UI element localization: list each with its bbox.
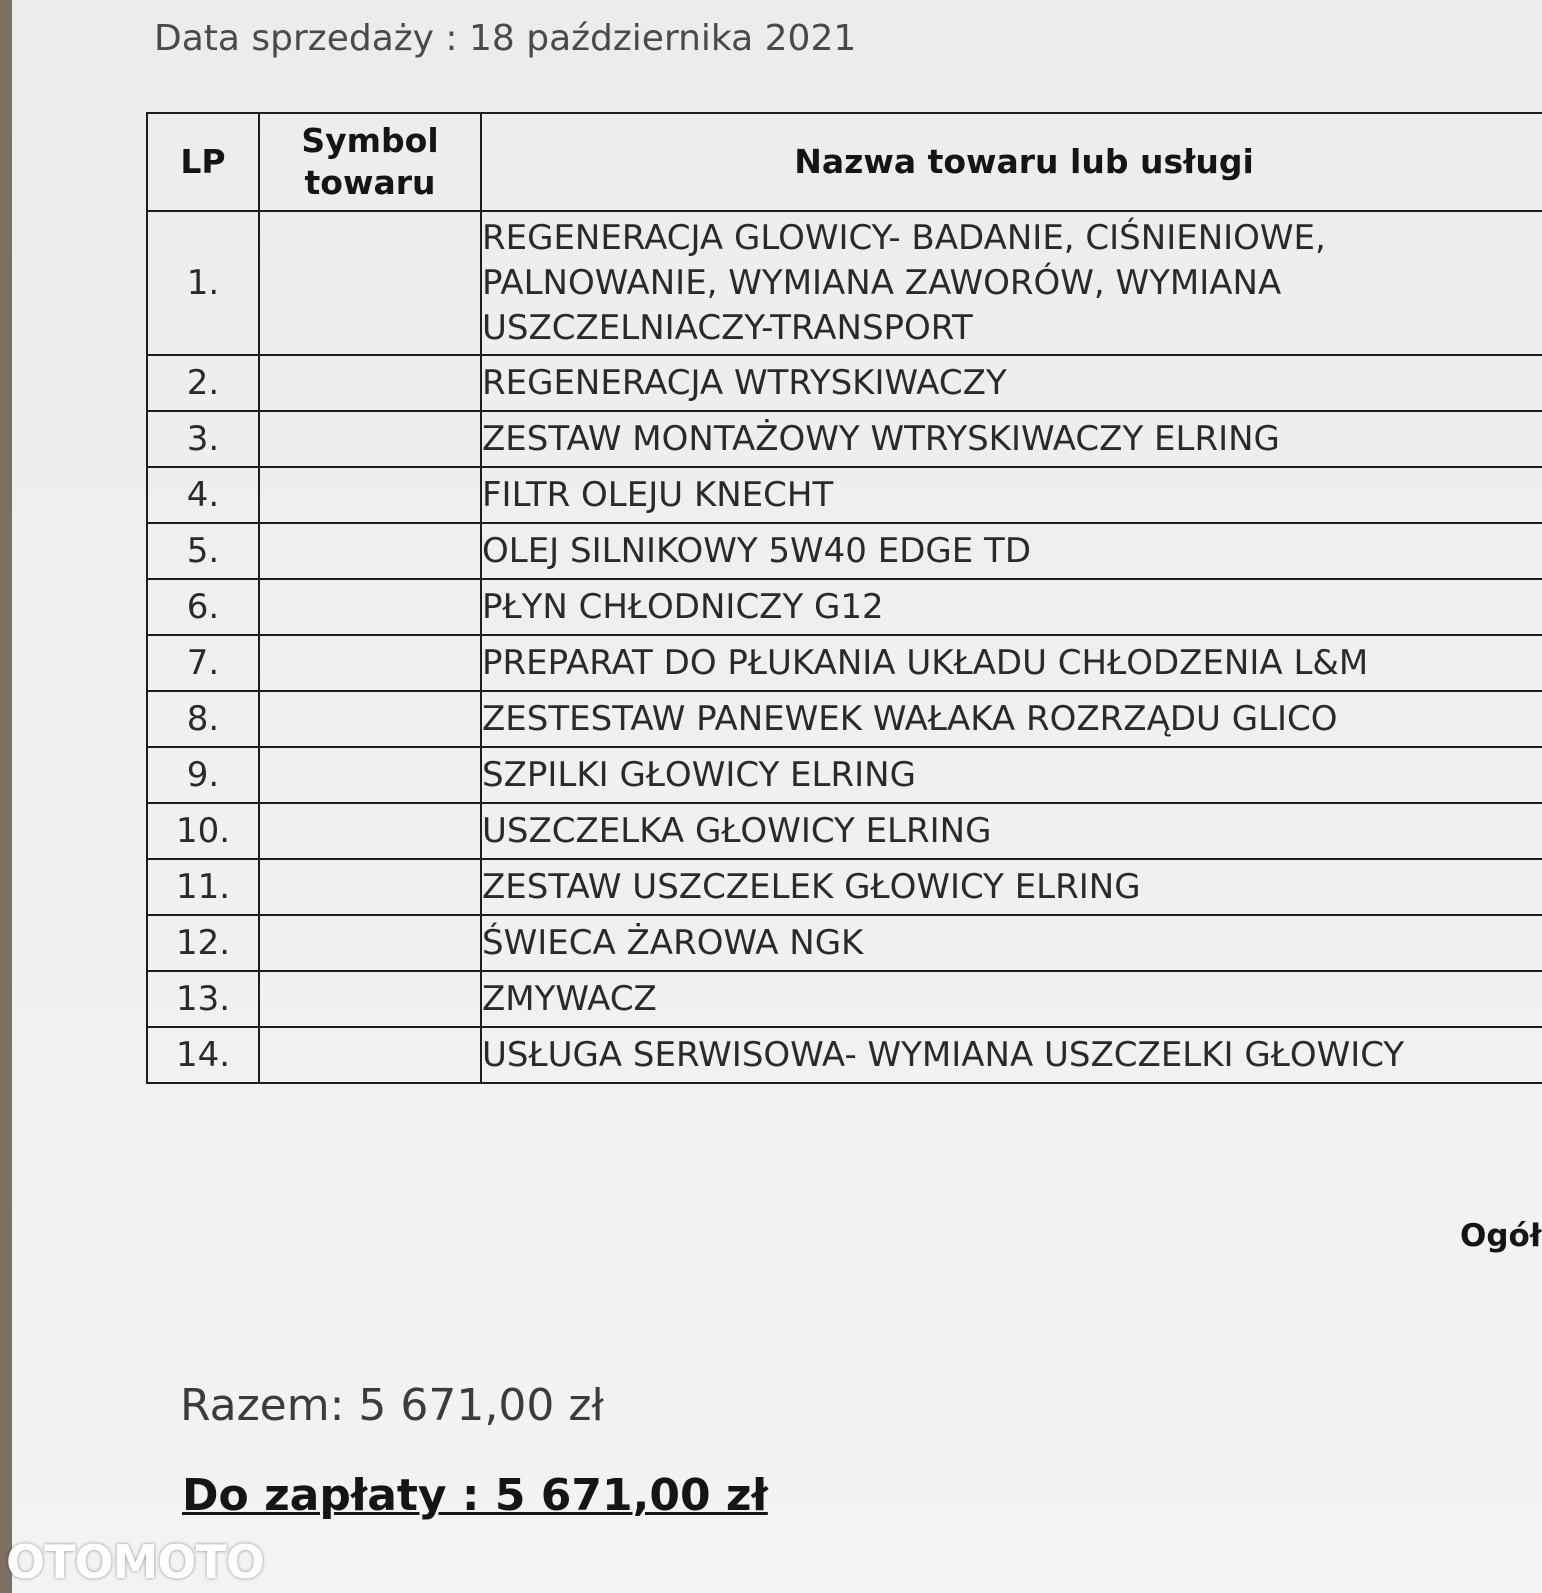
row-symbol — [259, 803, 481, 859]
table-row — [147, 211, 1542, 355]
row-symbol — [259, 579, 481, 635]
row-name: PŁYN CHŁODNICZY G12 — [481, 579, 1542, 635]
header-lp: LP — [147, 113, 259, 211]
row-symbol — [259, 355, 481, 411]
row-name: OLEJ SILNIKOWY 5W40 EDGE TD — [481, 523, 1542, 579]
row-symbol — [259, 859, 481, 915]
table-row — [147, 859, 1542, 915]
row-lp: 12. — [147, 915, 259, 971]
row-lp: 4. — [147, 467, 259, 523]
header-symbol: Symbol towaru — [259, 113, 481, 211]
row-symbol — [259, 523, 481, 579]
row-name: REGENERACJA GLOWICY- BADANIE, CIŚNIENIOWE, PALNOWANIE, WYMIANA ZAWORÓW, WYMIANA USZCZELNIACZY-TRANSPORT — [481, 211, 1542, 355]
row-name: USZCZELKA GŁOWICY ELRING — [481, 803, 1542, 859]
table-row — [147, 971, 1542, 1027]
table-row — [147, 915, 1542, 971]
table-row — [147, 579, 1542, 635]
row-name: REGENERACJA WTRYSKIWACZY — [481, 355, 1542, 411]
table-row — [147, 411, 1542, 467]
row-name: ZESTAW USZCZELEK GŁOWICY ELRING — [481, 859, 1542, 915]
row-symbol — [259, 915, 481, 971]
row-name: ZMYWACZ — [481, 971, 1542, 1027]
row-lp: 6. — [147, 579, 259, 635]
otomoto-watermark-logo: OTOMOTO — [6, 1535, 264, 1589]
row-symbol — [259, 635, 481, 691]
row-symbol — [259, 1027, 481, 1083]
row-lp: 14. — [147, 1027, 259, 1083]
table-row — [147, 691, 1542, 747]
row-lp: 7. — [147, 635, 259, 691]
row-name: PREPARAT DO PŁUKANIA UKŁADU CHŁODZENIA L&M — [481, 635, 1542, 691]
row-symbol — [259, 467, 481, 523]
table-row — [147, 803, 1542, 859]
row-lp: 2. — [147, 355, 259, 411]
row-name: ZESTAW MONTAŻOWY WTRYSKIWACZY ELRING — [481, 411, 1542, 467]
row-lp: 1. — [147, 211, 259, 355]
table-row — [147, 747, 1542, 803]
row-lp: 11. — [147, 859, 259, 915]
amount-due: Do zapłaty : 5 671,00 zł — [182, 1470, 768, 1521]
total-label-cutoff: Ogół — [1460, 1218, 1542, 1254]
table-header-row — [147, 113, 1542, 211]
sum-total: Razem: 5 671,00 zł — [180, 1380, 604, 1431]
table-row — [147, 1027, 1542, 1083]
table-row — [147, 635, 1542, 691]
items-table — [146, 112, 1542, 1084]
row-name: FILTR OLEJU KNECHT — [481, 467, 1542, 523]
table-row — [147, 467, 1542, 523]
table-row — [147, 355, 1542, 411]
row-symbol — [259, 971, 481, 1027]
row-lp: 8. — [147, 691, 259, 747]
invoice-page — [12, 0, 1542, 1593]
row-lp: 3. — [147, 411, 259, 467]
table-row — [147, 523, 1542, 579]
row-name: SZPILKI GŁOWICY ELRING — [481, 747, 1542, 803]
row-symbol — [259, 691, 481, 747]
sale-date: Data sprzedaży : 18 października 2021 — [154, 18, 857, 59]
row-lp: 13. — [147, 971, 259, 1027]
row-lp: 5. — [147, 523, 259, 579]
header-name: Nazwa towaru lub usługi — [481, 113, 1542, 211]
row-symbol — [259, 747, 481, 803]
row-name: USŁUGA SERWISOWA- WYMIANA USZCZELKI GŁOWICY — [481, 1027, 1542, 1083]
row-lp: 10. — [147, 803, 259, 859]
row-lp: 9. — [147, 747, 259, 803]
row-name: ŚWIECA ŻAROWA NGK — [481, 915, 1542, 971]
row-symbol — [259, 211, 481, 355]
row-name: ZESTESTAW PANEWEK WAŁAKA ROZRZĄDU GLICO — [481, 691, 1542, 747]
row-symbol — [259, 411, 481, 467]
